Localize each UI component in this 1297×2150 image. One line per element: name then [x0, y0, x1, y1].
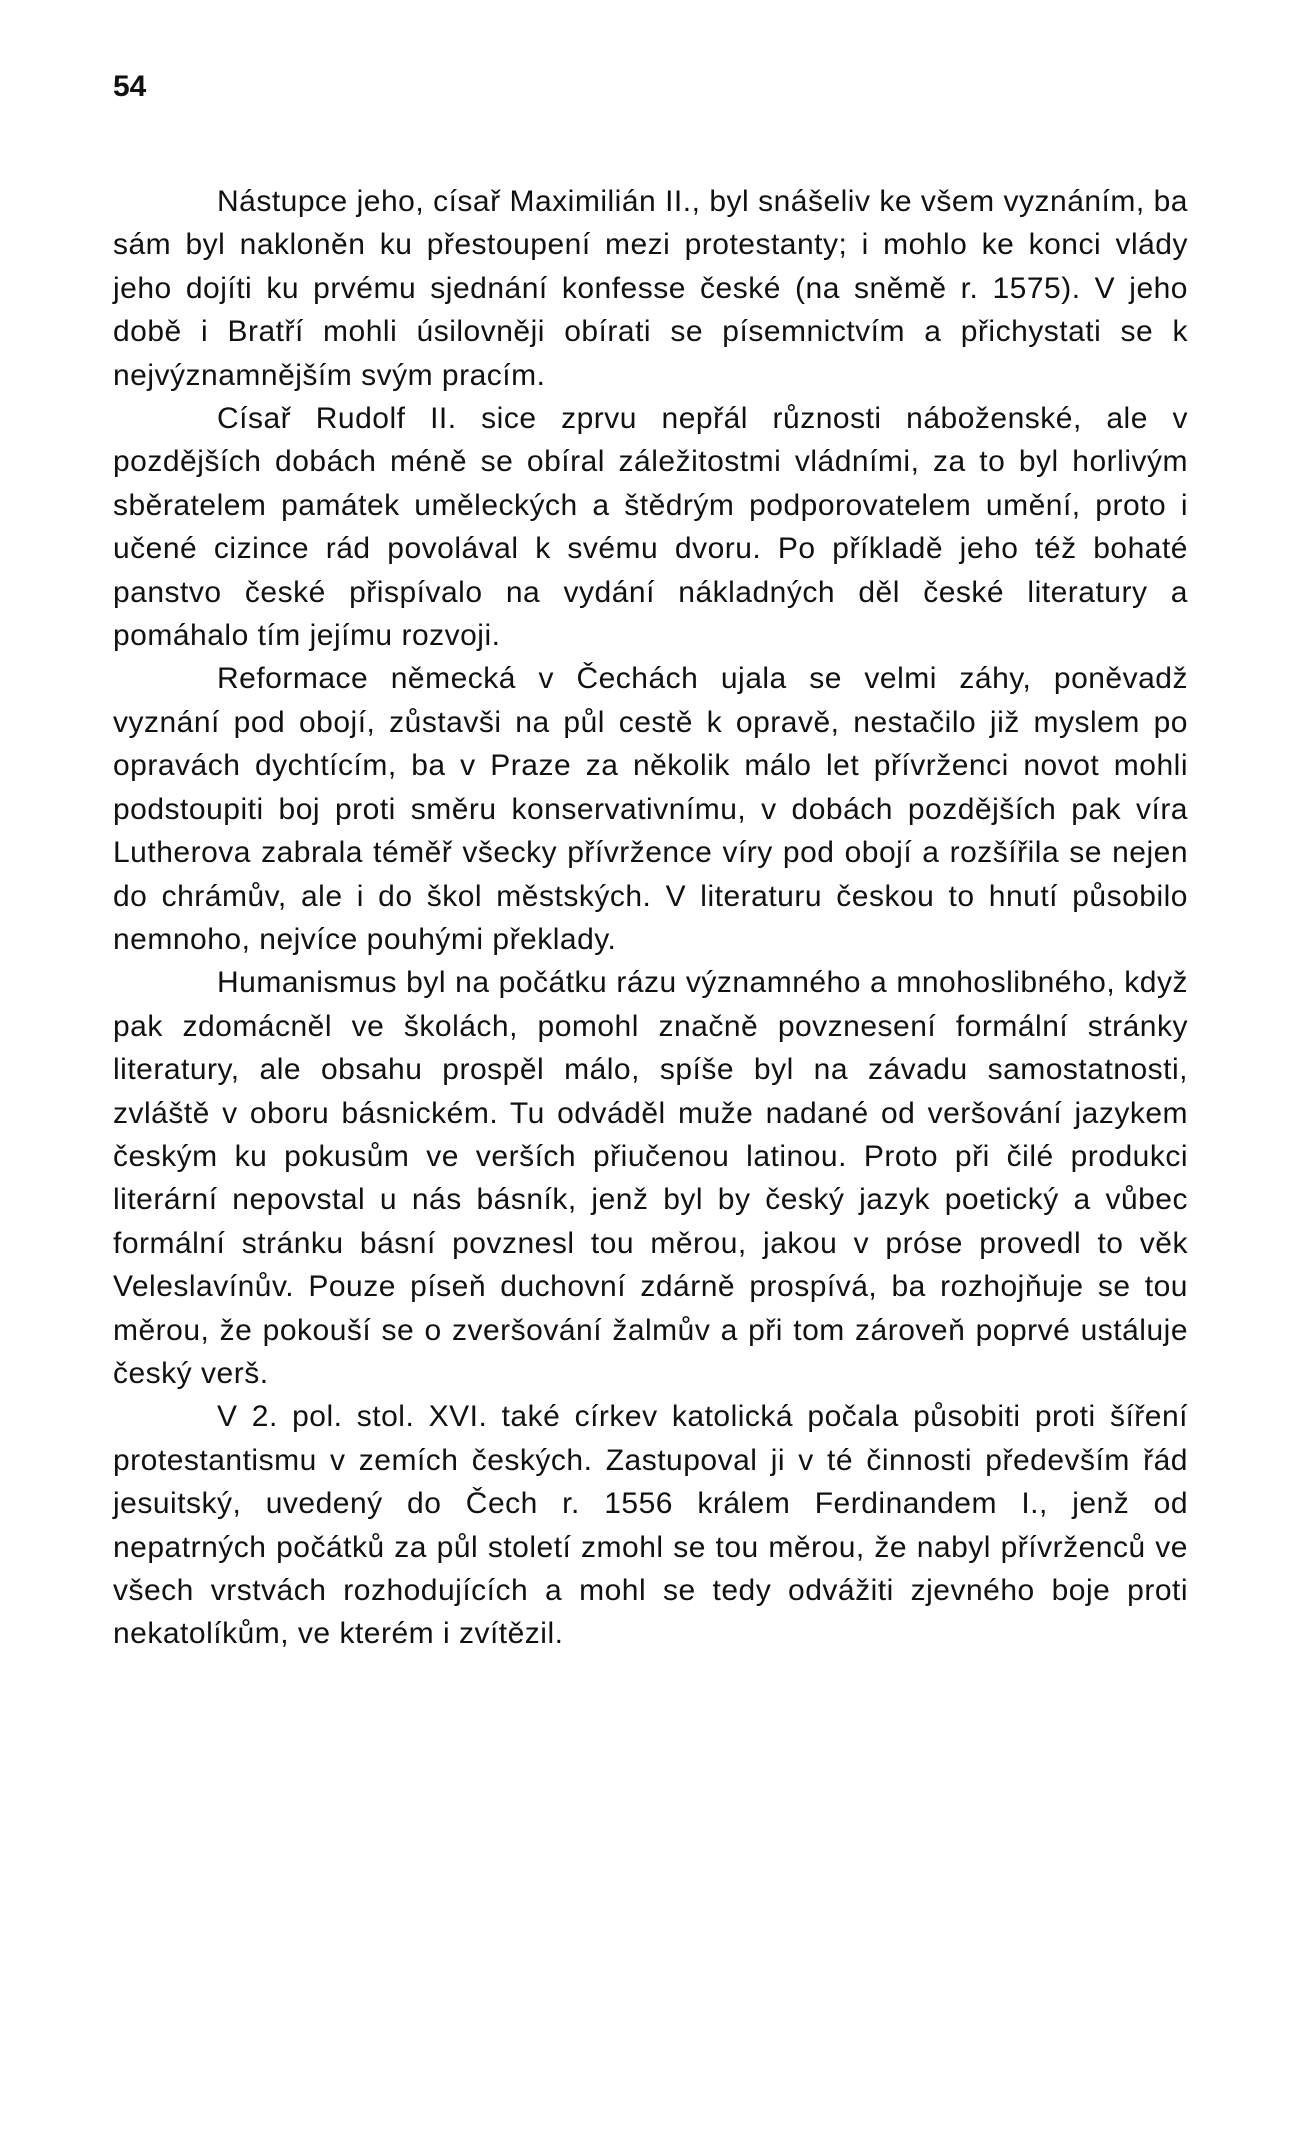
paragraph-1: Nástupce jeho, císař Maximilián II., byl snášeliv ke všem vyznáním, ba sám byl nakloněn ku přestoupení mezi protestanty; i mohlo ke konci vlády jeho dojíti ku prvému sjednání konfesse české (na sněmě r. 1575). V jeho době i Bratří mohli úsilovněji obírati se písemnictvím a přichystati se k nejvýznamnějším svým pracím.: [113, 185, 1188, 392]
page-number: 54: [113, 70, 147, 103]
body-text: [113, 180, 1188, 1656]
paragraph-2: Císař Rudolf II. sice zprvu nepřál různosti náboženské, ale v pozdějších dobách méně se obíral záležitostmi vládními, za to byl horlivým sběratelem památek uměleckých a štědrým podporovatelem umění, proto i učené cizince rád povolával k svému dvoru. Po příkladě jeho též bohaté panstvo české přispívalo na vydání nákladných děl české literatury a pomáhalo tím jejímu rozvoji.: [113, 402, 1188, 653]
paragraph-3: Reformace německá v Čechách ujala se velmi záhy, poněvadž vyznání pod obojí, zůstavši na půl cestě k opravě, nestačilo již myslem po opravách dychtícím, ba v Praze za několik málo let přívrženci novot mohli podstoupiti boj proti směru konservativnímu, v dobách pozdějších pak víra Lutherova zabrala téměř všecky přívržence víry pod obojí a rozšířila se nejen do chrámův, ale i do škol městských. V literaturu českou to hnutí působilo nemnoho, nejvíce pouhými překlady.: [113, 662, 1188, 956]
paragraph-5: V 2. pol. stol. XVI. také církev katolická počala působiti proti šíření protestantismu v zemích českých. Zastupoval ji v té činnosti především řád jesuitský, uvedený do Čech r. 1556 králem Ferdinandem I., jenž od nepatrných počátků za půl století zmohl se tou měrou, že nabyl přívrženců ve všech vrstvách rozhodujících a mohl se tedy odvážiti zjevného boje proti nekatolíkům, ve kterém i zvítězil.: [113, 1400, 1188, 1651]
paragraph-4: Humanismus byl na počátku rázu významného a mnohoslibného, když pak zdomácněl ve školách, pomohl značně povznesení formální stránky literatury, ale obsahu prospěl málo, spíše byl na závadu samostatnosti, zvláště v oboru básnickém. Tu odváděl muže nadané od veršování jazykem českým ku pokusům ve verších přiučenou latinou. Proto při čilé produkci literární nepovstal u nás básník, jenž byl by český jazyk poetický a vůbec formální stránku básní povznesl tou měrou, jakou v próse provedl to věk Veleslavínův. Pouze píseň duchovní zdárně prospívá, ba rozhojňuje se tou měrou, že pokouší se o zveršování žalmův a při tom zároveň poprvé ustáluje český verš.: [113, 966, 1188, 1390]
